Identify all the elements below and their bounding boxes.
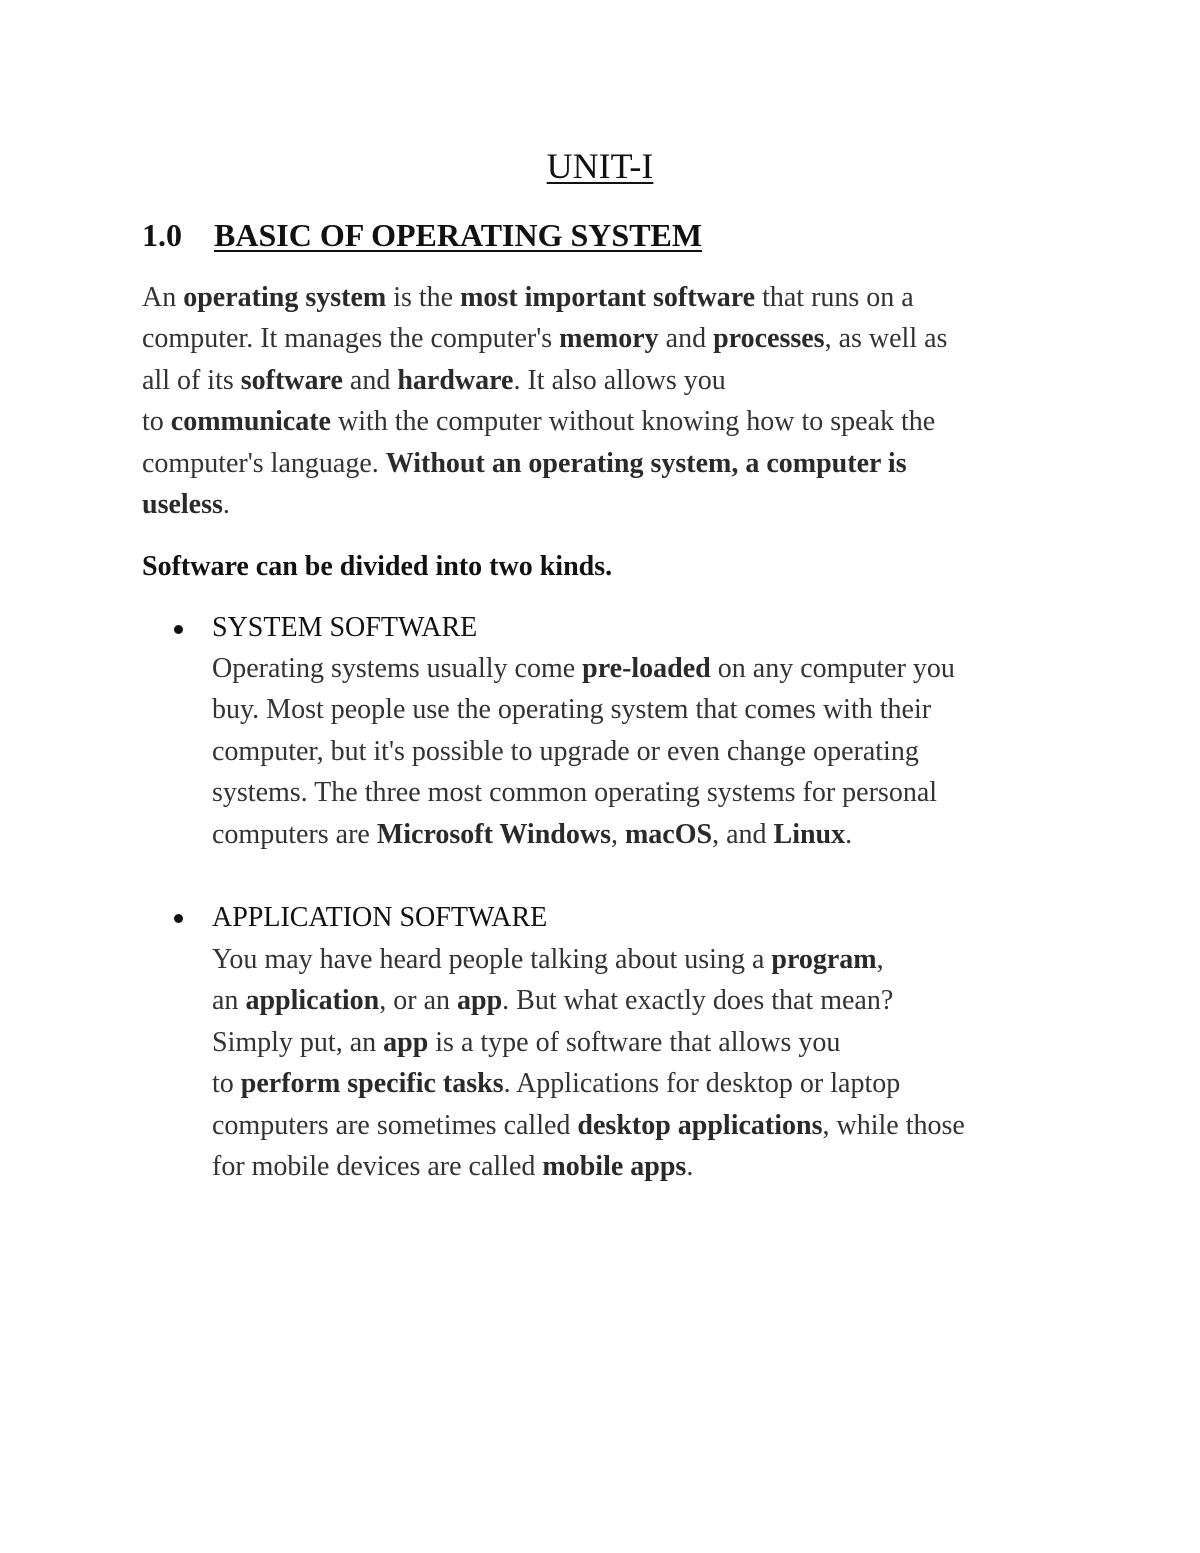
intro-line bbox=[142, 360, 947, 401]
bold-term: perform specific tasks bbox=[240, 1068, 504, 1100]
bold-term: communicate bbox=[170, 406, 331, 438]
text-run: on any computer you bbox=[710, 653, 955, 684]
bold-term: Microsoft Windows bbox=[376, 818, 611, 850]
text-run: , bbox=[876, 944, 884, 975]
text-run: , and bbox=[712, 818, 774, 850]
text-run: You may have heard people talking about using a bbox=[212, 944, 772, 975]
item-body-system-software bbox=[212, 648, 955, 855]
bold-term: processes bbox=[713, 323, 825, 355]
bold-term: mobile apps bbox=[542, 1151, 687, 1183]
item-body-application-software bbox=[212, 939, 965, 1187]
text-run: to bbox=[142, 406, 171, 438]
intro-line bbox=[142, 318, 947, 359]
text-run: and bbox=[342, 364, 398, 396]
text-run: . But what exactly does that mean? bbox=[502, 985, 894, 1017]
section-number: 1.0 bbox=[142, 217, 182, 253]
item-heading-system-software: SYSTEM SOFTWARE bbox=[212, 612, 478, 643]
item-line bbox=[212, 939, 965, 980]
bold-term: useless bbox=[142, 489, 223, 521]
intro-line bbox=[142, 401, 947, 442]
item-line: computer, but it's possible to upgrade or even change operating bbox=[212, 735, 919, 767]
bold-term: app bbox=[383, 1026, 429, 1058]
intro-paragraph bbox=[142, 277, 947, 525]
text-run: an bbox=[212, 985, 246, 1017]
text-run: . Applications for desktop or laptop bbox=[503, 1068, 901, 1100]
intro-line bbox=[142, 277, 947, 318]
bold-term: software bbox=[240, 364, 343, 396]
item-line bbox=[212, 1146, 965, 1187]
item-line bbox=[212, 1022, 965, 1063]
intro-line bbox=[142, 484, 947, 525]
item-line: buy. Most people use the operating system that comes with their bbox=[212, 694, 932, 726]
text-run: , as well as bbox=[824, 323, 948, 355]
bold-term: desktop applications bbox=[577, 1109, 823, 1141]
bold-term: macOS bbox=[624, 818, 713, 850]
text-run: Operating systems usually come bbox=[212, 653, 583, 684]
kinds-heading: Software can be divided into two kinds. bbox=[142, 551, 613, 582]
text-run: . It also allows you bbox=[513, 364, 726, 396]
text-run: that runs on a bbox=[755, 282, 914, 313]
item-line bbox=[212, 980, 965, 1021]
bold-term: hardware bbox=[397, 364, 514, 396]
bold-term: program bbox=[771, 944, 877, 975]
item-line bbox=[212, 648, 955, 689]
text-run: . bbox=[845, 818, 853, 850]
bold-term: most important software bbox=[460, 282, 756, 313]
bold-term: memory bbox=[559, 323, 659, 355]
item-line bbox=[212, 1063, 965, 1104]
bold-term: operating system bbox=[183, 282, 387, 313]
bullet-dot bbox=[174, 625, 183, 634]
item-line: systems. The three most common operating systems for personal bbox=[212, 777, 938, 809]
text-run: with the computer without knowing how to speak the bbox=[330, 406, 936, 438]
text-run: , or an bbox=[379, 985, 458, 1017]
bullet-dot bbox=[174, 914, 183, 923]
item-line bbox=[212, 1105, 965, 1146]
text-run: An bbox=[142, 282, 184, 313]
text-run: computers are sometimes called bbox=[212, 1109, 578, 1141]
section-heading bbox=[142, 212, 702, 258]
bold-term: Without an operating system, a computer is bbox=[385, 447, 907, 479]
intro-line bbox=[142, 443, 947, 484]
text-run: for mobile devices are called bbox=[212, 1151, 543, 1183]
text-run: . bbox=[222, 489, 230, 521]
unit-title bbox=[0, 140, 1200, 192]
bold-term: pre-loaded bbox=[582, 653, 711, 684]
bold-term: Linux bbox=[773, 818, 846, 850]
text-run: , while those bbox=[822, 1109, 965, 1141]
text-run: , bbox=[610, 818, 625, 850]
text-run: is a type of software that allows you bbox=[428, 1026, 841, 1058]
text-run: computer's language. bbox=[142, 447, 386, 479]
bold-term: app bbox=[457, 985, 503, 1017]
bold-term: application bbox=[245, 985, 380, 1017]
section-title: BASIC OF OPERATING SYSTEM bbox=[214, 217, 703, 253]
text-run: Simply put, an bbox=[212, 1026, 384, 1058]
text-run: all of its bbox=[142, 364, 241, 396]
item-line bbox=[212, 814, 955, 855]
item-heading-application-software: APPLICATION SOFTWARE bbox=[212, 902, 548, 933]
text-run: computer. It manages the computer's bbox=[142, 323, 560, 355]
text-run: and bbox=[658, 323, 714, 355]
text-run: computers are bbox=[212, 818, 377, 850]
unit-title-text: UNIT-I bbox=[546, 146, 654, 186]
text-run: to bbox=[212, 1068, 241, 1100]
text-run: is the bbox=[386, 282, 461, 313]
text-run: . bbox=[686, 1151, 694, 1183]
